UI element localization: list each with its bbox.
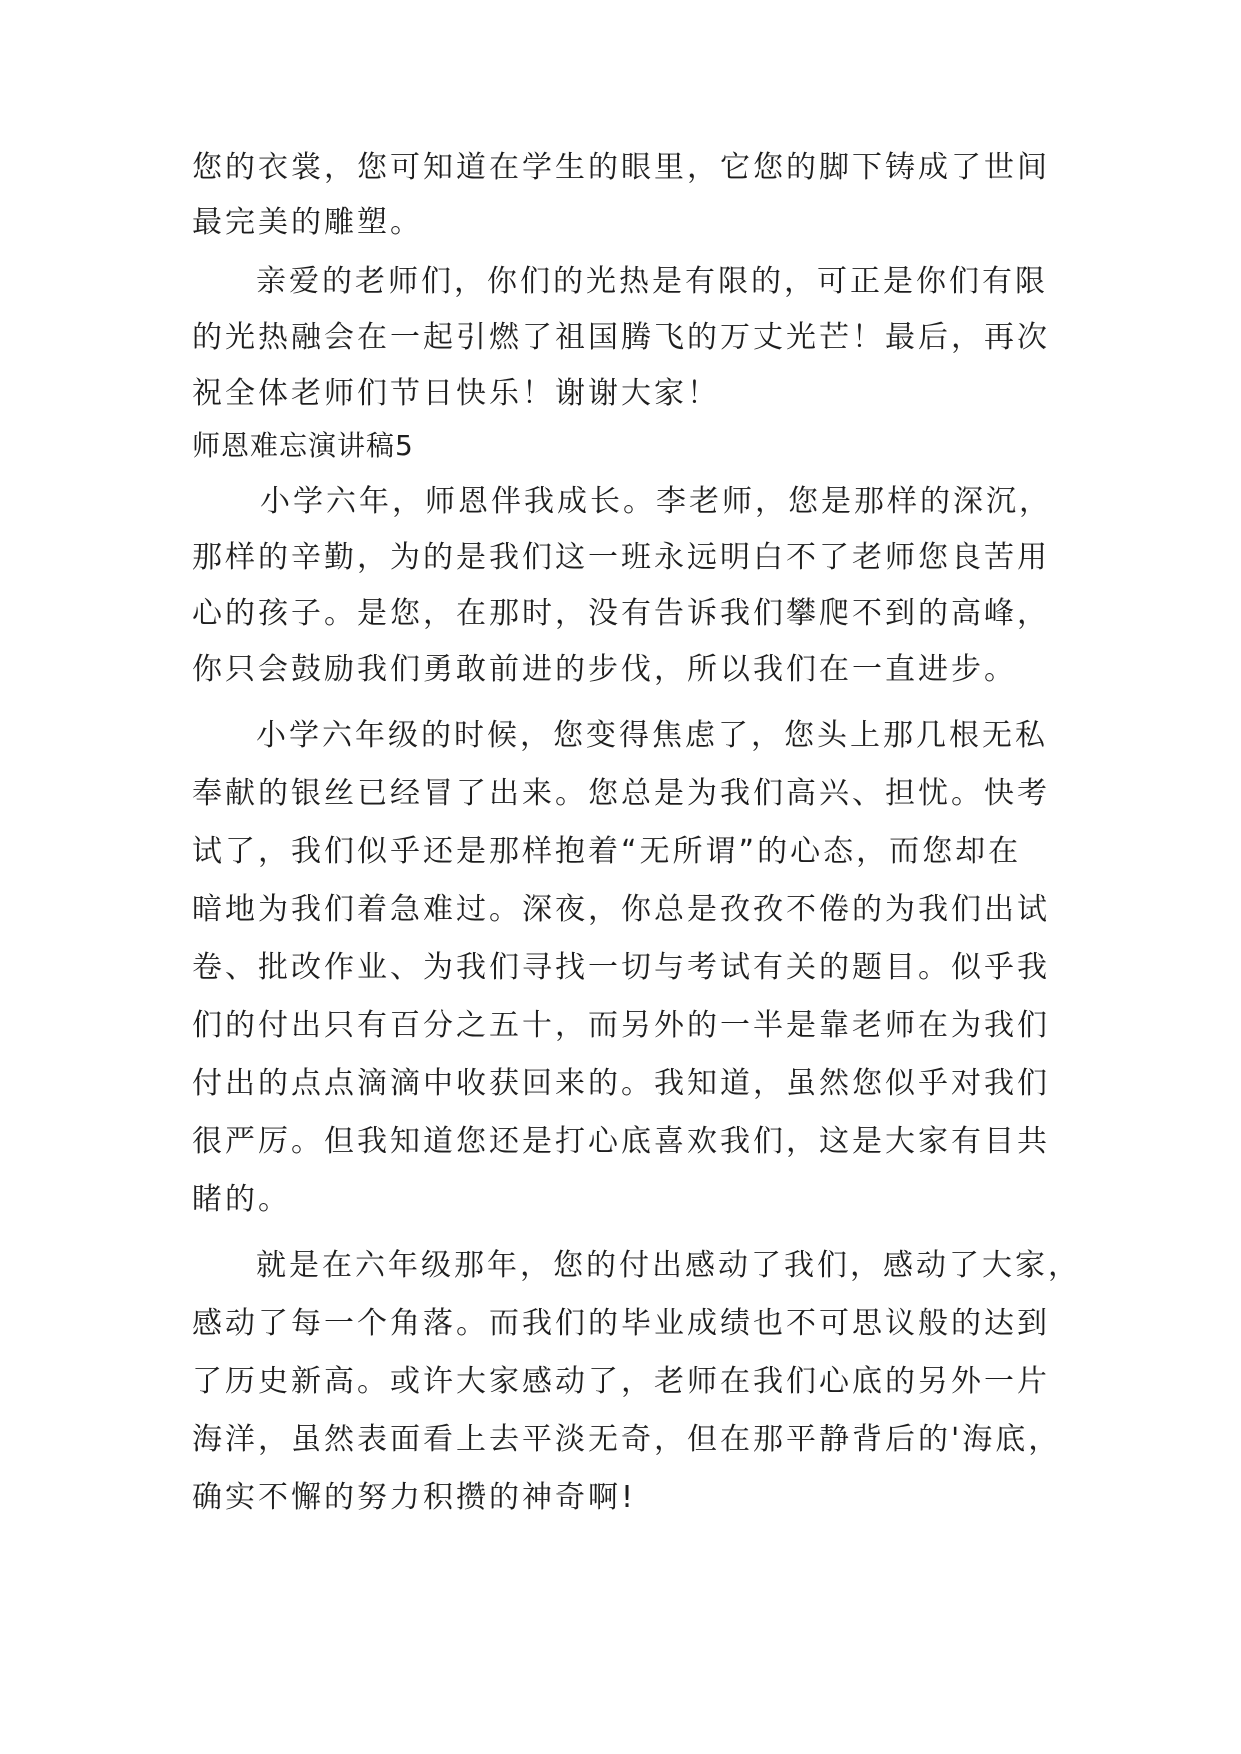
paragraph-line: 们的付出只有百分之五十，而另外的一半是靠老师在为我们 bbox=[192, 1008, 1050, 1043]
paragraph-line: 付出的点点滴滴中收获回来的。我知道，虽然您似乎对我们 bbox=[192, 1066, 1050, 1101]
paragraph-line: 卷、批改作业、为我们寻找一切与考试有关的题目。似乎我 bbox=[192, 950, 1050, 985]
paragraph-line: 奉献的银丝已经冒了出来。您总是为我们高兴、担忧。快考 bbox=[192, 776, 1050, 811]
paragraph-line: 暗地为我们着急难过。深夜，你总是孜孜不倦的为我们出试 bbox=[192, 892, 1050, 927]
paragraph-line: 心的孩子。是您，在那时，没有告诉我们攀爬不到的高峰， bbox=[192, 596, 1050, 631]
section-heading: 师恩难忘演讲稿5 bbox=[192, 429, 414, 462]
paragraph-line: 的光热融会在一起引燃了祖国腾飞的万丈光芒！最后，再次 bbox=[192, 320, 1050, 355]
paragraph-line: 亲爱的老师们，你们的光热是有限的，可正是你们有限 bbox=[256, 264, 1048, 299]
paragraph-line: 很严厉。但我知道您还是打心底喜欢我们，这是大家有目共 bbox=[192, 1124, 1050, 1159]
paragraph-line: 了历史新高。或许大家感动了，老师在我们心底的另外一片 bbox=[192, 1364, 1050, 1399]
paragraph-line: 睹的。 bbox=[192, 1182, 291, 1217]
paragraph-line: 您的衣裳，您可知道在学生的眼里，它您的脚下铸成了世间 bbox=[192, 150, 1050, 185]
paragraph-line: 就是在六年级那年，您的付出感动了我们，感动了大家， bbox=[256, 1248, 1081, 1283]
paragraph-line: 感动了每一个角落。而我们的毕业成绩也不可思议般的达到 bbox=[192, 1306, 1050, 1341]
paragraph-line: 海洋，虽然表面看上去平淡无奇，但在那平静背后的'海底， bbox=[192, 1422, 1062, 1457]
paragraph-line: 祝全体老师们节日快乐！谢谢大家！ bbox=[192, 376, 720, 411]
paragraph-line: 试了，我们似乎还是那样抱着“无所谓”的心态，而您却在 bbox=[192, 834, 1022, 869]
paragraph-line: 你只会鼓励我们勇敢前进的步伐，所以我们在一直进步。 bbox=[192, 652, 1017, 687]
paragraph-line: 小学六年级的时候，您变得焦虑了，您头上那几根无私 bbox=[256, 718, 1048, 753]
paragraph-line: 确实不懈的努力积攒的神奇啊! bbox=[192, 1480, 637, 1515]
paragraph-line: 最完美的雕塑。 bbox=[192, 205, 423, 240]
paragraph-line: 小学六年，师恩伴我成长。李老师，您是那样的深沉， bbox=[260, 484, 1052, 519]
paragraph-line: 那样的辛勤，为的是我们这一班永远明白不了老师您良苦用 bbox=[192, 540, 1050, 575]
